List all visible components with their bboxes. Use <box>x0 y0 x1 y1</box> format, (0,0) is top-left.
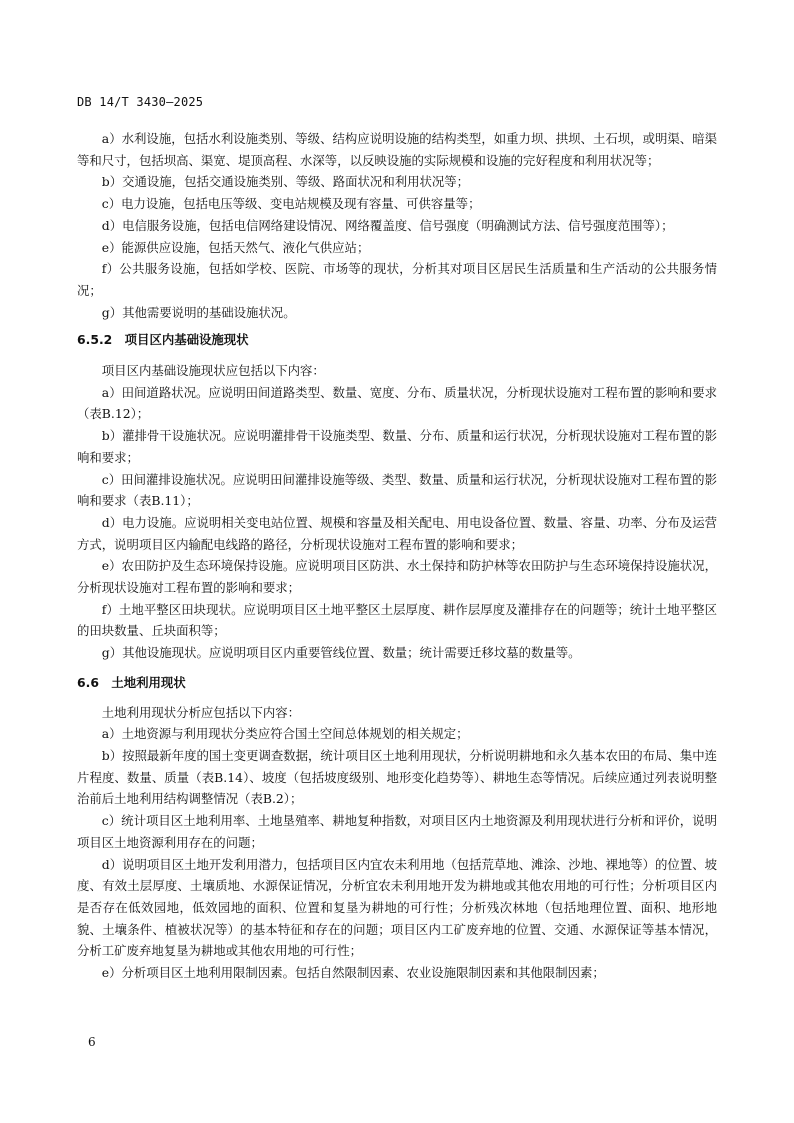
paragraph-intro-6-5-2: 项目区内基础设施现状应包括以下内容： <box>101 363 325 379</box>
paragraph-limiting-factors: e）分析项目区土地利用限制因素。包括自然限制因素、农业设施限制因素和其他限制因素； <box>101 965 605 981</box>
paragraph-other-infrastructure: g）其他需要说明的基础设施状况。 <box>101 304 296 320</box>
paragraph-development-potential: d）说明项目区土地开发利用潜力，包括项目区内宜农未利用地（包括荒草地、滩涂、沙地、裸地等）的位置、坡度、有效土层厚度、土壤质地、水源保证情况，分析宜农未利用地开发为耕地或其他农用地的可行性；分析项目区内是否存在低效园地，低效园地的面积、位置和复垦为耕地的可行性；分析残次林地（包括地理位置、面积、地形地貌、土壤条件、植被状况等）的基本特征和存在的问题；项目区内工矿废弃地的位置、交通、水源保证等基本情况，分析工矿废弃地复垦为耕地或其他农用地的可行性； <box>77 856 717 959</box>
paragraph-farmland-protection: e）农田防护及生态环境保持设施。应说明项目区防洪、水土保持和防护林等农田防护与生态环境保持设施状况，分析现状设施对工程布置的影响和要求； <box>77 558 717 596</box>
section-heading-6-6: 6.6 土地利用现状 <box>77 674 186 690</box>
paragraph-power-facilities: c）电力设施，包括电压等级、变电站规模及现有容量、可供容量等； <box>101 196 481 212</box>
paragraph-land-leveling: f）土地平整区田块现状。应说明项目区土地平整区土层厚度、耕作层厚度及灌排存在的问题等；统计土地平整区的田块数量、丘块面积等； <box>77 601 717 639</box>
paragraph-water-facilities: a）水利设施，包括水利设施类别、等级、结构应说明设施的结构类型，如重力坝、拱坝、土石坝，或明渠、暗渠等和尺寸，包括坝高、渠宽、堤顶高程、水深等，以反映设施的实际规模和设施的完好程度和利用状况等； <box>77 131 717 168</box>
document-number-header: DB 14/T 3430—2025 <box>77 95 204 109</box>
section-heading-6-5-2: 6.5.2 项目区内基础设施现状 <box>77 332 249 348</box>
paragraph-field-roads: a）田间道路状况。应说明田间道路类型、数量、宽度、分布、质量状况，分析现状设施对工程布置的影响和要求（表B.12）； <box>77 384 717 422</box>
paragraph-energy-facilities: e）能源供应设施，包括天然气、液化气供应站； <box>101 239 370 255</box>
paragraph-other-facilities: g）其他设施现状。应说明项目区内重要管线位置、数量；统计需要迁移坟墓的数量等。 <box>101 645 581 661</box>
paragraph-telecom-facilities: d）电信服务设施，包括电信网络建设情况、网络覆盖度、信号强度（明确测试方法、信号强度范围等）； <box>101 217 674 233</box>
paragraph-land-classification: a）土地资源与利用现状分类应符合国土空间总体规划的相关规定； <box>101 726 469 742</box>
paragraph-power-facilities-area: d）电力设施。应说明相关变电站位置、规模和容量及相关配电、用电设备位置、数量、容量、功率、分布及运营方式，说明项目区内输配电线路的路径，分析现状设施对工程布置的影响和要求； <box>77 514 717 552</box>
paragraph-backbone-irrigation: b）灌排骨干设施状况。应说明灌排骨干设施类型、数量、分布、质量和运行状况，分析现状设施对工程布置的影响和要求； <box>77 428 717 465</box>
paragraph-public-services: f）公共服务设施，包括如学校、医院、市场等的现状，分析其对项目区居民生活质量和生产活动的公共服务情况； <box>77 261 717 298</box>
document-body <box>77 128 717 984</box>
paragraph-field-irrigation: c）田间灌排设施状况。应说明田间灌排设施等级、类型、数量、质量和运行状况，分析现状设施对工程布置的影响和要求（表B.11）； <box>77 471 717 509</box>
paragraph-traffic-facilities: b）交通设施，包括交通设施类别、等级、路面状况和利用状况等； <box>101 174 470 190</box>
page-number: 6 <box>88 1035 96 1049</box>
paragraph-land-use-status: b）按照最新年度的国土变更调查数据，统计项目区土地利用现状，分析说明耕地和永久基本农田的布局、集中连片程度、数量、质量（表B.14）、坡度（包括坡度级别、地形变化趋势等）、耕地生态等情况。后续应通过列表说明整治前后土地利用结构调整情况（表B.2）； <box>77 747 717 807</box>
paragraph-land-use-rates: c）统计项目区土地利用率、土地垦殖率、耕地复种指数，对项目区内土地资源及利用现状进行分析和评价，说明项目区土地资源利用存在的问题； <box>77 813 717 850</box>
paragraph-intro-6-6: 土地利用现状分析应包括以下内容： <box>101 704 301 720</box>
